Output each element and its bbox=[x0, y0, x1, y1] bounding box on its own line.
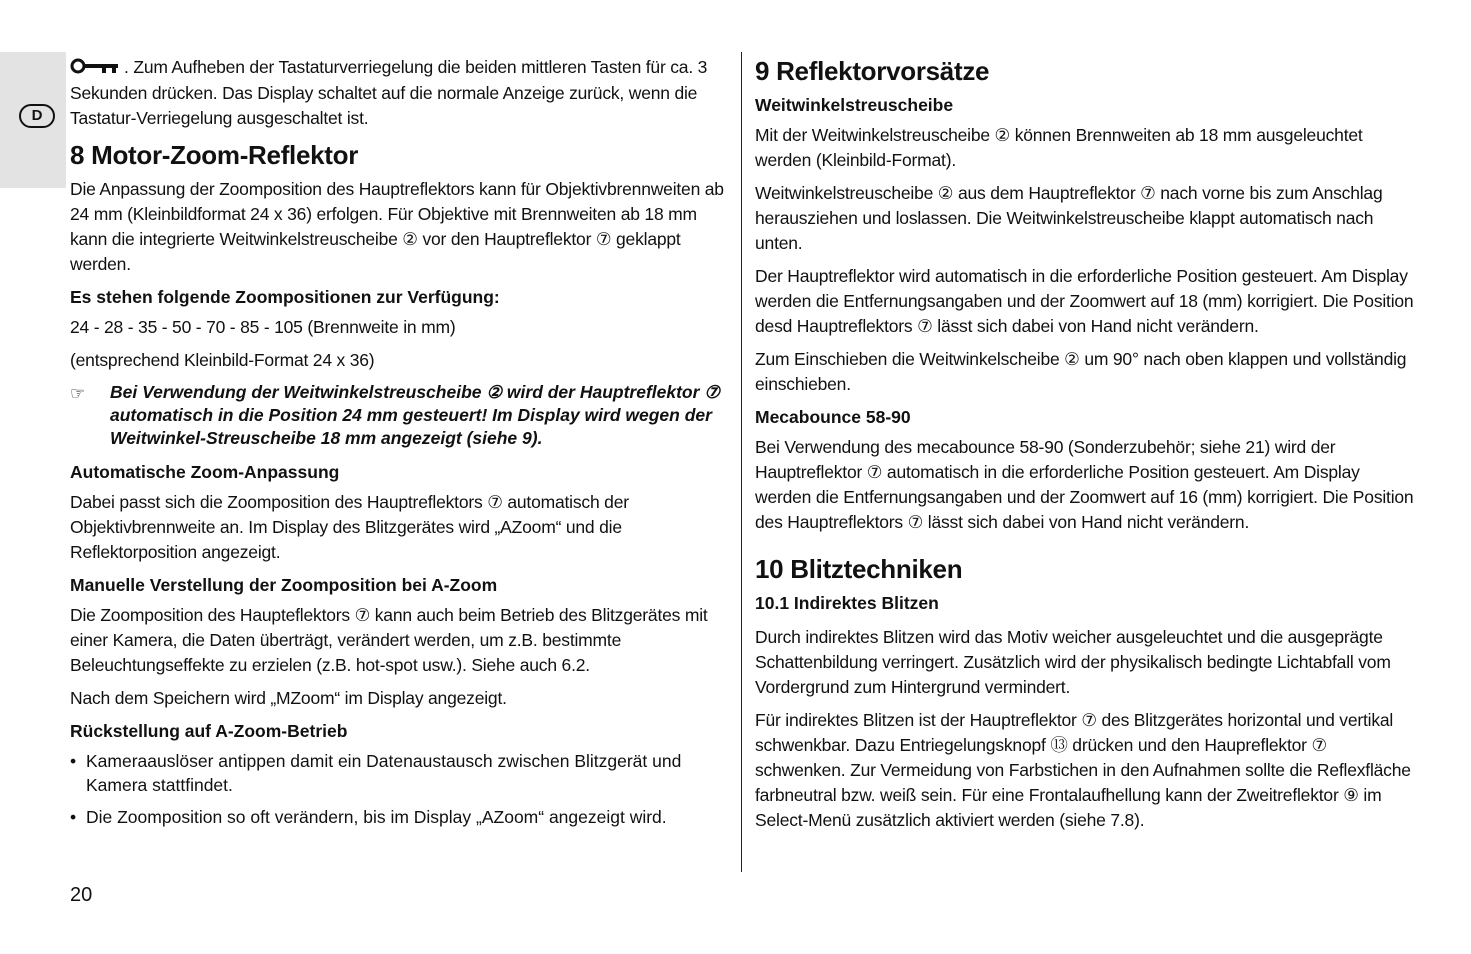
column-divider bbox=[741, 52, 742, 872]
section-8-title: 8 Motor-Zoom-Reflektor bbox=[70, 139, 359, 170]
zoom-positions-heading: Es stehen folgende Zoompositionen zur Verfügung: bbox=[70, 286, 500, 307]
mecabounce-heading: Mecabounce 58-90 bbox=[755, 407, 911, 427]
right-column bbox=[755, 55, 1420, 841]
zoom-positions-values: 24 - 28 - 35 - 50 - 70 - 85 - 105 (Brennweite in mm) bbox=[70, 316, 456, 337]
auto-zoom-heading: Automatische Zoom-Anpassung bbox=[70, 461, 340, 482]
hint-note-text: Bei Verwendung der Weitwinkelstreuscheibe ② wird der Hauptreflektor ⑦ automatisch in die Position 24 mm gesteuert! Im Display wird wegen der Weitwinkel-Streuscheibe 18 mm angezeigt (siehe 9). bbox=[110, 381, 720, 448]
manual-zoom-text-2: Nach dem Speichern wird „MZoom“ im Display angezeigt. bbox=[70, 687, 507, 708]
intro-paragraph bbox=[70, 55, 730, 131]
mecabounce-text: Bei Verwendung des mecabounce 58-90 (Sonderzubehör; siehe 21) wird der Hauptreflektor ⑦ automatisch in die erforderliche Position gesteuert. Am Display werden die Entfernungsangaben und der Zoomwert auf 16 (mm) korrigiert. Die Position des Hauptreflektors ⑦ lässt sich dabei von Hand nicht verändern. bbox=[755, 437, 1414, 532]
manual-zoom-heading: Manuelle Verstellung der Zoomposition bei A-Zoom bbox=[70, 574, 498, 595]
wide-angle-heading: Weitwinkelstreuscheibe bbox=[755, 95, 954, 115]
language-tab-label: D bbox=[19, 104, 55, 128]
section-8-paragraph: Die Anpassung der Zoomposition des Hauptreflektors kann für Objektivbrennweiten ab 24 mm (Kleinbildformat 24 x 36) erfolgen. Für Objektive mit Brennweiten ab 18 mm kann die integrierte Weitwinkelstreuscheibe ② vor den Hauptreflektor ⑦ geklappt werden. bbox=[70, 178, 724, 274]
wide-angle-paragraph-4: Zum Einschieben die Weitwinkelscheibe ② um 90° nach oben klappen und vollständig einschieben. bbox=[755, 349, 1407, 394]
zoom-positions-note: (entsprechend Kleinbild-Format 24 x 36) bbox=[70, 349, 375, 370]
reset-list bbox=[70, 749, 730, 829]
indirect-flash-paragraph-2: Für indirektes Blitzen ist der Hauptreflektor ⑦ des Blitzgerätes horizontal und vertikal schwenkbar. Dazu Entriegelungsknopf ⑬ drücken und den Haupreflektor ⑦ schwenken. Zur Vermeidung von Farbstichen in den Aufnahmen sollte die Reflexfläche farbneutral bzw. weiß sein. Für eine Frontalaufhellung kann der Zweitreflektor ⑨ im Select-Menü zusätzlich aktiviert werden (siehe 7.8). bbox=[755, 710, 1411, 830]
indirect-flash-paragraph-1: Durch indirektes Blitzen wird das Motiv weicher ausgeleuchtet und die ausgeprägte Schattenbildung verringert. Zusätzlich wird der physikalisch bedingte Lichtabfall vom Vordergrund zum Hintergrund vermindert. bbox=[755, 627, 1391, 697]
key-icon bbox=[70, 56, 120, 81]
reset-heading: Rückstellung auf A-Zoom-Betrieb bbox=[70, 720, 348, 741]
wide-angle-paragraph-3: Der Hauptreflektor wird automatisch in die erforderliche Position gesteuert. Am Display werden die Entfernungsangaben und der Zoomwert auf 18 (mm) korrigiert. Die Position desd Hauptreflektors ⑦ lässt sich dabei von Hand nicht verändern. bbox=[755, 266, 1414, 336]
list-item: • Die Zoomposition so oft verändern, bis im Display „AZoom“ angezeigt wird. bbox=[70, 805, 730, 829]
wide-angle-paragraph-1: Mit der Weitwinkelstreuscheibe ② können Brennweiten ab 18 mm ausgeleuchtet werden (Kleinbild-Format). bbox=[755, 125, 1363, 170]
manual-zoom-text: Die Zoomposition des Haupteflektors ⑦ kann auch beim Betrieb des Blitzgerätes mit einer Kamera, die Daten überträgt, verändert werden, um z.B. bestimmte Beleuchtungseffekte zu erzielen (z.B. hot-spot usw.). Siehe auch 6.2. bbox=[70, 604, 708, 675]
section-9-title: 9 Reflektorvorsätze bbox=[755, 56, 990, 86]
page-number: 20 bbox=[70, 884, 93, 906]
wide-angle-paragraph-2: Weitwinkelstreuscheibe ② aus dem Hauptreflektor ⑦ nach vorne bis zum Anschlag herausziehen und loslassen. Die Weitwinkelstreuscheibe klappt automatisch nach unten. bbox=[755, 183, 1383, 253]
intro-text: . Zum Aufheben der Tastaturverriegelung die beiden mittleren Tasten für ca. 3 Sekunden drücken. Das Display schaltet auf die normale Anzeige zurück, wenn die Tastatur-Verriegelung ausgeschaltet ist. bbox=[70, 57, 708, 128]
section-10-title: 10 Blitztechniken bbox=[755, 554, 963, 584]
pointing-hand-icon: ☞ bbox=[70, 383, 86, 403]
left-column bbox=[70, 55, 730, 837]
hint-note bbox=[70, 381, 730, 450]
section-10-1-title: 10.1 Indirektes Blitzen bbox=[755, 593, 939, 613]
list-item: • Kameraauslöser antippen damit ein Datenaustausch zwischen Blitzgerät und Kamera stattfindet. bbox=[70, 749, 730, 797]
auto-zoom-text: Dabei passt sich die Zoomposition des Hauptreflektors ⑦ automatisch der Objektivbrennweite an. Im Display des Blitzgerätes wird „AZoom“ und die Reflektorposition angezeigt. bbox=[70, 491, 629, 562]
